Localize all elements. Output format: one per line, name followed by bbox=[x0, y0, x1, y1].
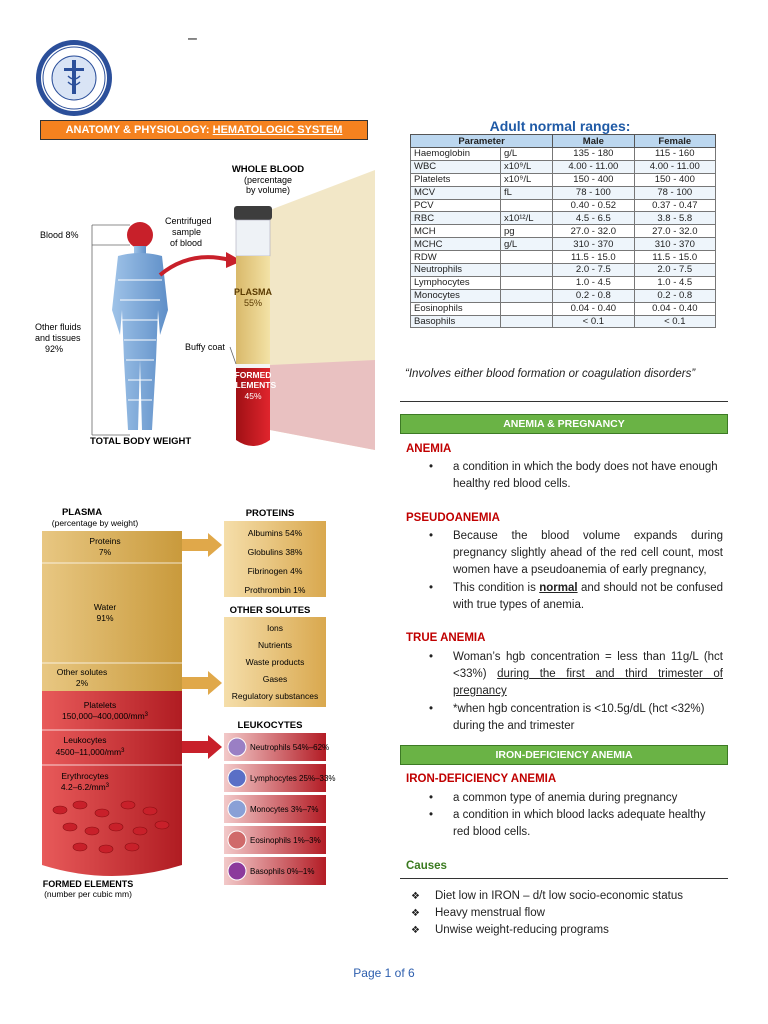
parameter-name-cell: WBC bbox=[411, 160, 501, 173]
platelets-col-label-1: Platelets bbox=[83, 700, 117, 710]
diamond-bullet-icon: ❖ bbox=[411, 925, 420, 936]
leukocyte-item: Eosinophils 1%–3% bbox=[250, 836, 321, 845]
table-row bbox=[411, 238, 716, 251]
erythrocytes-sup: 3 bbox=[105, 783, 110, 789]
leukocyte-item: Lymphocytes 25%–33% bbox=[250, 774, 336, 783]
bullet-dot: • bbox=[429, 530, 434, 542]
platelets-col-label-2 bbox=[62, 711, 149, 721]
iron-deficiency-bullet-2-text: a condition in which blood lacks adequate healthy red blood cells. bbox=[453, 809, 706, 838]
water-col-label-2: 91% bbox=[96, 613, 114, 623]
protein-item: Fibrinogen 4% bbox=[247, 566, 303, 576]
true-anemia-bullet-1 bbox=[429, 649, 723, 700]
leukocytes-sup: 3 bbox=[121, 748, 125, 754]
true-anemia-bullet-1-text-a: Woman’s hgb concentration = less than 11g/L (hct <33%) bbox=[453, 651, 723, 680]
cause-item-3-text: Unwise weight-reducing programs bbox=[435, 924, 609, 936]
water-col-label-1: Water bbox=[93, 602, 117, 612]
solute-item: Ions bbox=[266, 623, 284, 633]
plasma-subtitle: (percentage by weight) bbox=[51, 518, 139, 528]
table-row bbox=[411, 148, 716, 161]
male-range-cell: 2.0 - 7.5 bbox=[553, 264, 634, 277]
solute-item: Regulatory substances bbox=[231, 691, 319, 701]
parameter-unit-cell: g/L bbox=[500, 238, 552, 251]
protein-item: Prothrombin 1% bbox=[244, 585, 306, 595]
header-parameter: Parameter bbox=[411, 135, 553, 148]
parameter-unit-cell: x10⁹/L bbox=[500, 160, 552, 173]
centrifuged-label-2: sample bbox=[172, 227, 202, 237]
table-row bbox=[411, 264, 716, 277]
pseudoanemia-bullet-1-text: Because the blood volume expands during pregnancy slightly ahead of the red cell count, most women have a pseudoanemia of early pregnancy, bbox=[453, 530, 723, 576]
plasma-percent: 55% bbox=[243, 298, 263, 308]
female-range-cell: 310 - 370 bbox=[634, 238, 715, 251]
protein-item: Albumins 54% bbox=[247, 528, 303, 538]
female-range-cell: 150 - 400 bbox=[634, 173, 715, 186]
diamond-bullet-icon: ❖ bbox=[411, 891, 420, 902]
female-range-cell: 11.5 - 15.0 bbox=[634, 251, 715, 264]
leukocyte-item: Basophils 0%–1% bbox=[250, 867, 315, 876]
formed-elements-title: FORMED ELEMENTS bbox=[42, 879, 134, 889]
iron-deficiency-bullet-1 bbox=[429, 790, 723, 807]
leukocyte-item: Monocytes 3%–7% bbox=[250, 805, 319, 814]
parameter-unit-cell bbox=[500, 199, 552, 212]
bullet-dot: • bbox=[429, 582, 434, 594]
female-range-cell: 0.37 - 0.47 bbox=[634, 199, 715, 212]
parameter-unit-cell: g/L bbox=[500, 148, 552, 161]
pseudoanemia-bullet-2-text-c: and should not be confused with true types of anemia. bbox=[453, 582, 723, 611]
human-body-figure bbox=[112, 222, 168, 430]
parameter-unit-cell bbox=[500, 315, 552, 328]
female-range-cell: 78 - 100 bbox=[634, 186, 715, 199]
female-range-cell: 115 - 160 bbox=[634, 148, 715, 161]
parameter-unit-cell: fL bbox=[500, 186, 552, 199]
parameter-name-cell: RBC bbox=[411, 212, 501, 225]
solutes-col-label-1: Other solutes bbox=[56, 667, 108, 677]
title-link: HEMATOLOGIC SYSTEM bbox=[212, 124, 343, 136]
male-range-cell: 0.40 - 0.52 bbox=[553, 199, 634, 212]
male-range-cell: 4.00 - 11.00 bbox=[553, 160, 634, 173]
parameter-unit-cell bbox=[500, 302, 552, 315]
parameter-unit-cell bbox=[500, 251, 552, 264]
female-range-cell: 1.0 - 4.5 bbox=[634, 276, 715, 289]
true-anemia-bullet-2 bbox=[429, 701, 723, 735]
parameter-name-cell: MCH bbox=[411, 225, 501, 238]
anemia-bullet-1-text: a condition in which the body does not have enough healthy red blood cells. bbox=[453, 461, 718, 490]
cause-item-1-text: Diet low in IRON – d/t low socio-economic status bbox=[435, 890, 683, 902]
header-female: Female bbox=[634, 135, 715, 148]
male-range-cell: 150 - 400 bbox=[553, 173, 634, 186]
bullet-dot: • bbox=[429, 792, 434, 804]
leukocyte-cell-icon bbox=[228, 800, 246, 818]
leukocyte-cell-icon bbox=[228, 738, 246, 756]
whole-blood-figure bbox=[30, 160, 375, 450]
pseudoanemia-bullet-2-text-a: This condition is bbox=[453, 582, 536, 594]
bullet-dot: • bbox=[429, 461, 434, 473]
cause-item-1 bbox=[411, 888, 725, 905]
female-range-cell: 27.0 - 32.0 bbox=[634, 225, 715, 238]
buffy-coat-label: Buffy coat bbox=[185, 342, 225, 352]
adult-normal-ranges-table bbox=[410, 134, 716, 328]
table-title: Adult normal ranges: bbox=[489, 118, 631, 134]
school-seal-logo bbox=[34, 38, 114, 118]
cause-item-3 bbox=[411, 922, 725, 939]
leukocyte-cell-icon bbox=[228, 769, 246, 787]
whole-blood-label: WHOLE BLOOD bbox=[231, 164, 305, 175]
parameter-unit-cell: x10¹²/L bbox=[500, 212, 552, 225]
other-fluids-label-1: Other fluids bbox=[35, 322, 82, 332]
true-anemia-bullet-2-text: *when hgb concentration is <10.5g/dL (hct <32%) during the and trimester bbox=[453, 703, 705, 732]
female-range-cell: 0.2 - 0.8 bbox=[634, 289, 715, 302]
parameter-name-cell: Monocytes bbox=[411, 289, 501, 302]
table-row bbox=[411, 251, 716, 264]
parameter-unit-cell bbox=[500, 276, 552, 289]
title-prefix: ANATOMY & PHYSIOLOGY: bbox=[65, 124, 210, 136]
parameter-unit-cell: pg bbox=[500, 225, 552, 238]
formed-elements-percent: 45% bbox=[244, 391, 262, 401]
true-anemia-heading: TRUE ANEMIA bbox=[406, 632, 486, 644]
parameter-name-cell: Neutrophils bbox=[411, 264, 501, 277]
parameter-unit-cell bbox=[500, 264, 552, 277]
erythrocytes-count: 4.2–6.2/mm bbox=[60, 782, 106, 792]
whole-blood-sub2: by volume) bbox=[245, 185, 291, 195]
erythrocytes-col-label-1: Erythrocytes bbox=[61, 771, 109, 781]
formed-elements-label-2: ELEMENTS bbox=[229, 380, 277, 390]
centrifuged-label-1: Centrifuged bbox=[165, 216, 212, 226]
table-header-row bbox=[411, 135, 716, 148]
leukocytes-col-label-2 bbox=[56, 747, 126, 757]
other-fluids-label-3: 92% bbox=[45, 344, 64, 354]
proteins-col-label-2: 7% bbox=[98, 547, 112, 557]
parameter-name-cell: MCHC bbox=[411, 238, 501, 251]
whole-blood-sub1: (percentage bbox=[243, 175, 293, 185]
table-row bbox=[411, 315, 716, 328]
anemia-bullet-1 bbox=[429, 459, 723, 493]
table-row bbox=[411, 160, 716, 173]
bullet-dot: • bbox=[429, 703, 434, 715]
parameter-name-cell: Basophils bbox=[411, 315, 501, 328]
blood-percent-label: Blood 8% bbox=[40, 230, 79, 240]
solute-item: Nutrients bbox=[257, 640, 293, 650]
parameter-name-cell: Lymphocytes bbox=[411, 276, 501, 289]
pseudoanemia-heading: PSEUDOANEMIA bbox=[406, 512, 500, 524]
pseudoanemia-bullet-2-text-b: normal bbox=[539, 582, 578, 594]
diamond-bullet-icon: ❖ bbox=[411, 908, 420, 919]
female-range-cell: 2.0 - 7.5 bbox=[634, 264, 715, 277]
page-number-footer: Page 1 of 6 bbox=[353, 966, 415, 980]
male-range-cell: 0.2 - 0.8 bbox=[553, 289, 634, 302]
female-range-cell: 4.00 - 11.00 bbox=[634, 160, 715, 173]
plasma-label: PLASMA bbox=[234, 287, 272, 297]
leukocyte-cell-icon bbox=[228, 831, 246, 849]
table-row bbox=[411, 225, 716, 238]
iron-deficiency-bullet-1-text: a common type of anemia during pregnancy bbox=[453, 792, 678, 804]
female-range-cell: < 0.1 bbox=[634, 315, 715, 328]
female-range-cell: 0.04 - 0.40 bbox=[634, 302, 715, 315]
plasma-title: PLASMA bbox=[61, 507, 103, 518]
platelets-sup: 3 bbox=[144, 712, 149, 718]
platelets-count: 150,000–400,000/mm bbox=[61, 711, 145, 721]
test-tube bbox=[234, 206, 272, 446]
erythrocytes-col-label-2 bbox=[61, 782, 110, 792]
centrifuged-label-3: of blood bbox=[170, 238, 203, 248]
bullet-dot: • bbox=[429, 809, 434, 821]
header-dash: – bbox=[188, 30, 197, 47]
table-row bbox=[411, 173, 716, 186]
male-range-cell: 78 - 100 bbox=[553, 186, 634, 199]
cause-item-2-text: Heavy menstrual flow bbox=[435, 907, 545, 919]
anemia-pregnancy-bar: ANEMIA & PREGNANCY bbox=[400, 414, 728, 434]
parameter-name-cell: Eosinophils bbox=[411, 302, 501, 315]
formed-elements-subtitle: (number per cubic mm) bbox=[44, 889, 132, 899]
male-range-cell: 1.0 - 4.5 bbox=[553, 276, 634, 289]
parameter-name-cell: Platelets bbox=[411, 173, 501, 186]
divider bbox=[400, 401, 728, 402]
solute-item: Gases bbox=[262, 674, 288, 684]
iron-deficiency-bullet-2 bbox=[429, 807, 723, 841]
true-anemia-bullet-1-text-b: during the first and third trimester of pregnancy bbox=[453, 668, 723, 697]
leukocytes-list bbox=[224, 733, 336, 885]
pseudoanemia-bullet-1 bbox=[429, 528, 723, 579]
leukocyte-cell-icon bbox=[228, 862, 246, 880]
header-male: Male bbox=[553, 135, 634, 148]
plasma-composition-figure bbox=[40, 505, 340, 900]
section-title-bar bbox=[40, 120, 368, 140]
protein-item: Globulins 38% bbox=[247, 547, 303, 557]
parameter-name-cell: MCV bbox=[411, 186, 501, 199]
other-fluids-label-2: and tissues bbox=[35, 333, 81, 343]
parameter-unit-cell: x10⁹/L bbox=[500, 173, 552, 186]
proteins-title: PROTEINS bbox=[245, 508, 295, 519]
table-row bbox=[411, 186, 716, 199]
table-row bbox=[411, 199, 716, 212]
male-range-cell: < 0.1 bbox=[553, 315, 634, 328]
male-range-cell: 0.04 - 0.40 bbox=[553, 302, 634, 315]
male-range-cell: 4.5 - 6.5 bbox=[553, 212, 634, 225]
parameter-unit-cell bbox=[500, 289, 552, 302]
formed-elements-label-1: FORMED bbox=[234, 370, 272, 380]
leukocytes-count: 4500–11,000/mm bbox=[55, 747, 122, 757]
iron-deficiency-bar: IRON-DEFICIENCY ANEMIA bbox=[400, 745, 728, 765]
male-range-cell: 11.5 - 15.0 bbox=[553, 251, 634, 264]
anemia-heading: ANEMIA bbox=[406, 443, 452, 455]
total-body-weight-label: TOTAL BODY WEIGHT bbox=[90, 436, 192, 447]
male-range-cell: 310 - 370 bbox=[553, 238, 634, 251]
leukocytes-col-label-1: Leukocytes bbox=[63, 735, 107, 745]
causes-divider bbox=[400, 878, 728, 879]
table-row bbox=[411, 302, 716, 315]
proteins-col-label-1: Proteins bbox=[89, 536, 121, 546]
pseudoanemia-bullet-2 bbox=[429, 580, 723, 614]
bullet-dot: • bbox=[429, 651, 434, 663]
parameter-name-cell: PCV bbox=[411, 199, 501, 212]
parameter-name-cell: Haemoglobin bbox=[411, 148, 501, 161]
male-range-cell: 27.0 - 32.0 bbox=[553, 225, 634, 238]
leukocyte-item: Neutrophils 54%–62% bbox=[250, 743, 330, 752]
causes-heading: Causes bbox=[406, 860, 447, 872]
table-row bbox=[411, 212, 716, 225]
table-row bbox=[411, 276, 716, 289]
solute-item: Waste products bbox=[245, 657, 305, 667]
male-range-cell: 135 - 180 bbox=[553, 148, 634, 161]
leukocytes-title: LEUKOCYTES bbox=[237, 720, 303, 731]
female-range-cell: 3.8 - 5.8 bbox=[634, 212, 715, 225]
other-solutes-title: OTHER SOLUTES bbox=[229, 605, 311, 616]
cause-item-2 bbox=[411, 905, 725, 922]
iron-deficiency-heading: IRON-DEFICIENCY ANEMIA bbox=[406, 773, 557, 785]
solutes-col-label-2: 2% bbox=[75, 678, 89, 688]
table-row bbox=[411, 289, 716, 302]
parameter-name-cell: RDW bbox=[411, 251, 501, 264]
quote-text: “Involves either blood formation or coagulation disorders” bbox=[405, 368, 696, 380]
